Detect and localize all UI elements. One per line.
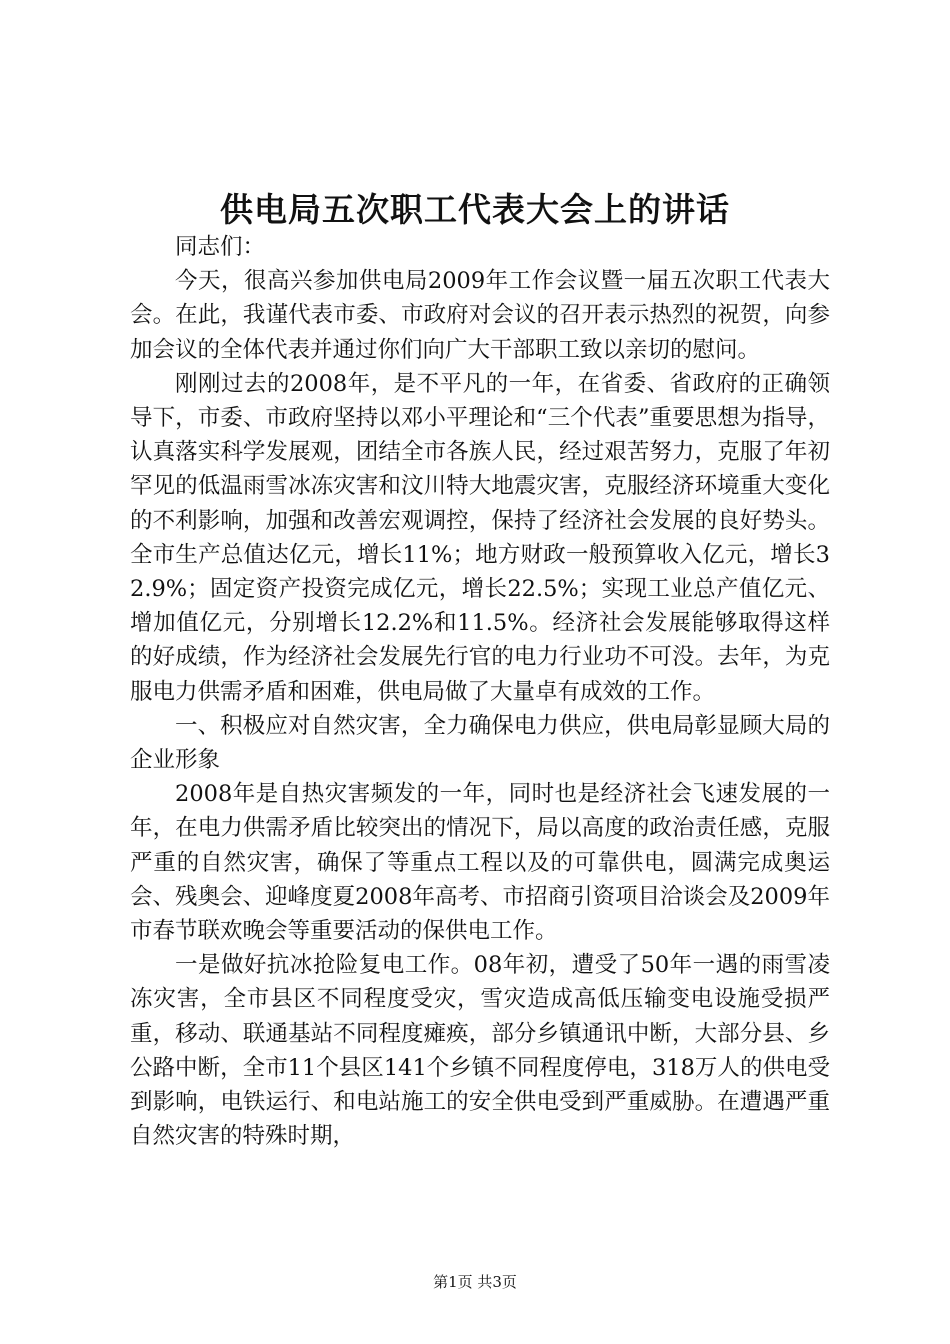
salutation-paragraph: 同志们： (175, 234, 266, 260)
document-title: 供电局五次职工代表大会上的讲话 (220, 190, 730, 229)
document-body (130, 230, 830, 1153)
opening-paragraph: 今天，很高兴参加供电局2009年工作会议暨一届五次职工代表大会。在此，我谨代表市委、市政府对会议的召开表示热烈的祝贺，向参加会议的全体代表并通过你们向广大干部职工致以亲切的慰问。 (130, 268, 830, 363)
section-heading-1: 一、积极应对自然灾害，全力确保电力供应，供电局彰显顾大局的企业形象 (130, 712, 830, 774)
section-1-paragraph: 2008年是自热灾害频发的一年，同时也是经济社会飞速发展的一年，在电力供需矛盾比较突出的情况下，局以高度的政治责任感，克服严重的自然灾害，确保了等重点工程以及的可靠供电，圆满完成奥运会、残奥会、迎峰度夏2008年高考、市招商引资项目洽谈会及2009年市春节联欢晚会等重要活动的保供电工作。 (130, 781, 830, 945)
page-footer: 第1页 共3页 (433, 1273, 517, 1291)
review-paragraph: 刚刚过去的2008年，是不平凡的一年，在省委、省政府的正确领导下，市委、市政府坚持以邓小平理论和“三个代表”重要思想为指导，认真落实科学发展观，团结全市各族人民，经过艰苦努力，克服了年初罕见的低温雨雪冰冻灾害和汶川特大地震灾害，克服经济环境重大变化的不利影响，加强和改善宏观调控，保持了经济社会发展的良好势头。全市生产总值达亿元，增长11%；地方财政一般预算收入亿元，增长32.9%；固定资产投资完成亿元，增长22.5%；实现工业总产值亿元、增加值亿元，分别增长12.2%和11.5%。经济社会发展能够取得这样的好成绩，作为经济社会发展先行官的电力行业功不可没。去年，为克服电力供需矛盾和困难，供电局做了大量卓有成效的工作。 (130, 370, 830, 705)
section-1-item-1-paragraph: 一是做好抗冰抢险复电工作。08年初，遭受了50年一遇的雨雪凌冻灾害，全市县区不同程度受灾，雪灾造成高低压输变电设施受损严重，移动、联通基站不同程度瘫痪，部分乡镇通讯中断，大部分县、乡公路中断，全市11个县区141个乡镇不同程度停电，318万人的供电受到影响，电铁运行、和电站施工的安全供电受到严重威胁。在遭遇严重自然灾害的特殊时期， (130, 952, 830, 1150)
